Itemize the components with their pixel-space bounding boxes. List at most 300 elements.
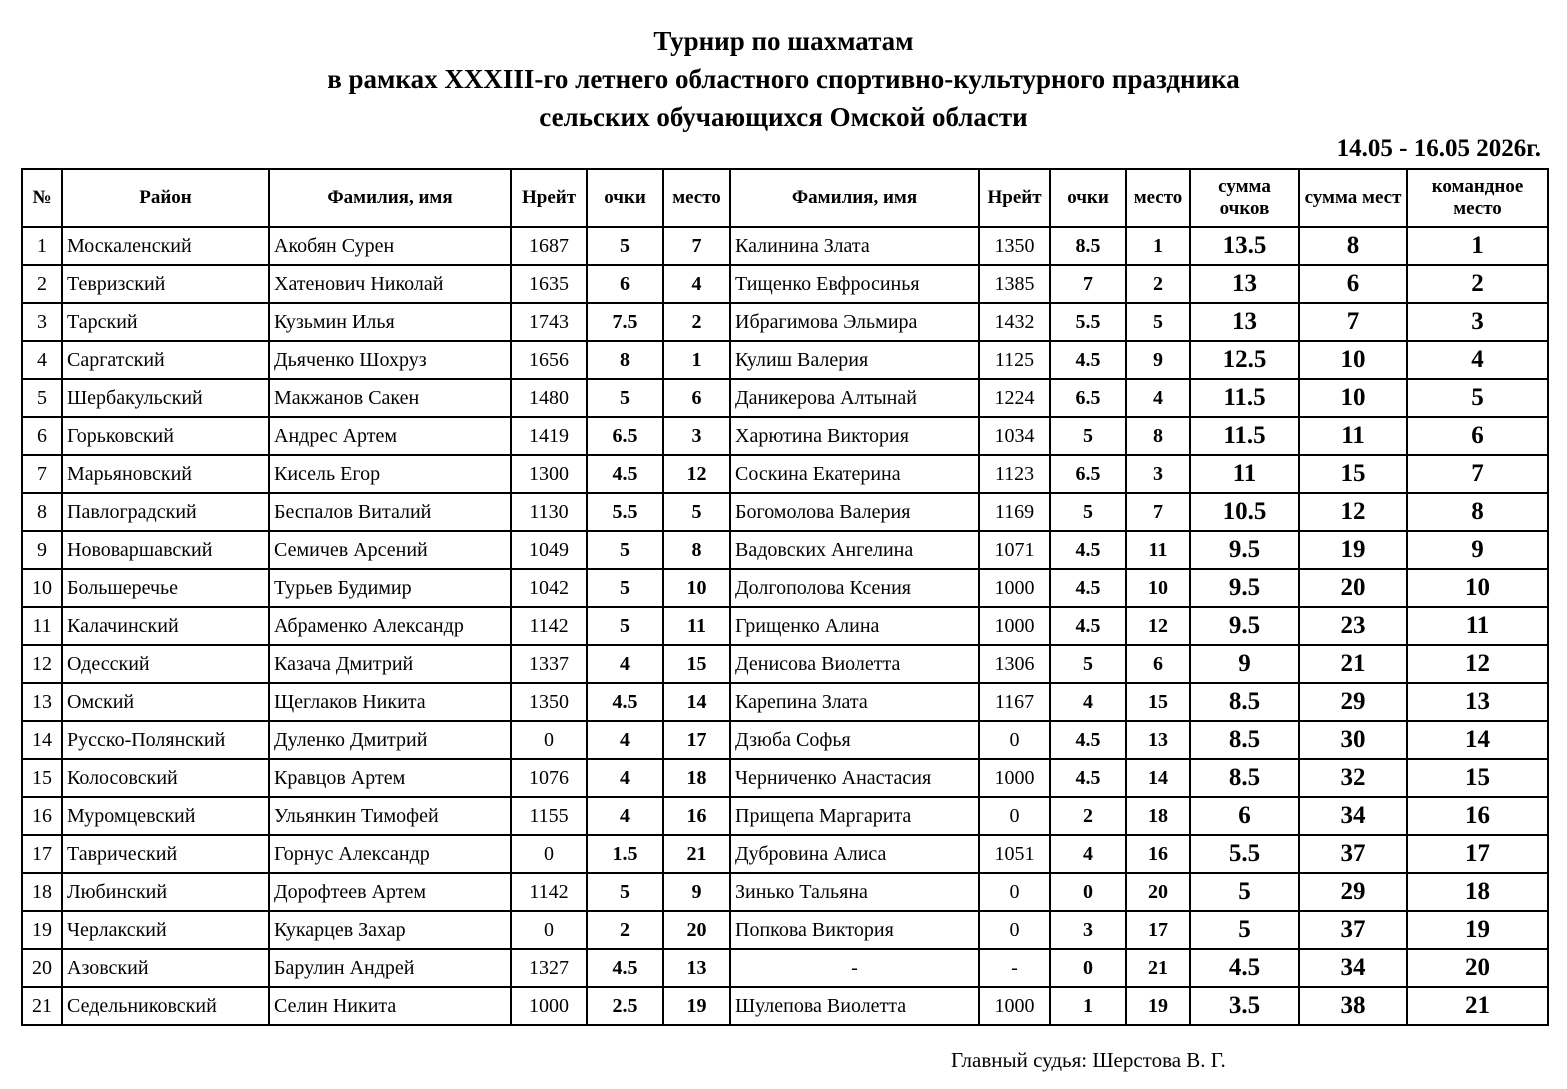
- cell-points-1: 6.5: [587, 417, 663, 455]
- cell-points-1: 5.5: [587, 493, 663, 531]
- tournament-dates: 14.05 - 16.05 2026г.: [1336, 135, 1541, 162]
- cell-rating-1: 1656: [511, 341, 587, 379]
- cell-name-1: Казача Дмитрий: [269, 645, 511, 683]
- table-row: [22, 873, 1548, 911]
- cell-place-2: 13: [1126, 721, 1190, 759]
- cell-sum-points: 4.5: [1190, 949, 1299, 987]
- cell-points-1: 5: [587, 227, 663, 265]
- cell-team-place: 2: [1407, 265, 1548, 303]
- cell-rating-1: 1300: [511, 455, 587, 493]
- cell-name-1: Дьяченко Шохруз: [269, 341, 511, 379]
- cell-team-place: 11: [1407, 607, 1548, 645]
- cell-district: Павлоградский: [62, 493, 269, 531]
- cell-place-1: 10: [663, 569, 730, 607]
- cell-sum-places: 19: [1299, 531, 1407, 569]
- cell-num: 17: [22, 835, 62, 873]
- cell-team-place: 7: [1407, 455, 1548, 493]
- cell-points-2: 0: [1050, 949, 1126, 987]
- header-team-place: командное место: [1407, 169, 1548, 227]
- cell-sum-points: 3.5: [1190, 987, 1299, 1025]
- cell-name-2: Грищенко Алина: [730, 607, 979, 645]
- cell-team-place: 5: [1407, 379, 1548, 417]
- cell-points-2: 1: [1050, 987, 1126, 1025]
- header-points-1: очки: [587, 169, 663, 227]
- cell-rating-1: 1480: [511, 379, 587, 417]
- cell-sum-points: 5: [1190, 873, 1299, 911]
- cell-rating-2: 1167: [979, 683, 1050, 721]
- table-row: [22, 569, 1548, 607]
- cell-points-2: 4: [1050, 835, 1126, 873]
- header-place-2: место: [1126, 169, 1190, 227]
- cell-rating-2: 1000: [979, 569, 1050, 607]
- table-row: [22, 265, 1548, 303]
- cell-place-1: 18: [663, 759, 730, 797]
- cell-name-1: Абраменко Александр: [269, 607, 511, 645]
- table-row: [22, 303, 1548, 341]
- cell-sum-points: 11.5: [1190, 379, 1299, 417]
- cell-sum-places: 8: [1299, 227, 1407, 265]
- cell-name-1: Селин Никита: [269, 987, 511, 1025]
- cell-place-2: 20: [1126, 873, 1190, 911]
- cell-points-1: 6: [587, 265, 663, 303]
- cell-place-1: 21: [663, 835, 730, 873]
- table-row: [22, 683, 1548, 721]
- cell-rating-2: 0: [979, 797, 1050, 835]
- cell-num: 3: [22, 303, 62, 341]
- cell-district: Марьяновский: [62, 455, 269, 493]
- cell-rating-1: 1419: [511, 417, 587, 455]
- cell-points-2: 7: [1050, 265, 1126, 303]
- cell-points-2: 5: [1050, 417, 1126, 455]
- cell-points-1: 5: [587, 531, 663, 569]
- cell-sum-points: 9.5: [1190, 569, 1299, 607]
- cell-name-2: Шулепова Виолетта: [730, 987, 979, 1025]
- cell-district: Горьковский: [62, 417, 269, 455]
- cell-rating-1: 1155: [511, 797, 587, 835]
- cell-points-2: 5.5: [1050, 303, 1126, 341]
- cell-district: Колосовский: [62, 759, 269, 797]
- cell-sum-places: 10: [1299, 379, 1407, 417]
- cell-num: 16: [22, 797, 62, 835]
- cell-place-1: 12: [663, 455, 730, 493]
- header-row: [22, 169, 1548, 227]
- cell-district: Русско-Полянский: [62, 721, 269, 759]
- cell-name-2: Зинько Тальяна: [730, 873, 979, 911]
- cell-rating-2: 1306: [979, 645, 1050, 683]
- cell-sum-places: 11: [1299, 417, 1407, 455]
- cell-place-2: 11: [1126, 531, 1190, 569]
- cell-num: 15: [22, 759, 62, 797]
- cell-district: Тевризский: [62, 265, 269, 303]
- cell-rating-1: 0: [511, 721, 587, 759]
- cell-place-2: 7: [1126, 493, 1190, 531]
- cell-rating-2: 0: [979, 911, 1050, 949]
- table-row: [22, 759, 1548, 797]
- cell-name-2: Даникерова Алтынай: [730, 379, 979, 417]
- cell-name-2: Попкова Виктория: [730, 911, 979, 949]
- cell-points-2: 4.5: [1050, 341, 1126, 379]
- cell-num: 21: [22, 987, 62, 1025]
- cell-place-1: 3: [663, 417, 730, 455]
- cell-place-1: 1: [663, 341, 730, 379]
- cell-points-2: 4.5: [1050, 759, 1126, 797]
- cell-sum-points: 13.5: [1190, 227, 1299, 265]
- cell-team-place: 1: [1407, 227, 1548, 265]
- header-sum-points: сумма очков: [1190, 169, 1299, 227]
- cell-sum-points: 9: [1190, 645, 1299, 683]
- cell-sum-places: 34: [1299, 949, 1407, 987]
- cell-place-1: 16: [663, 797, 730, 835]
- cell-rating-1: 1743: [511, 303, 587, 341]
- cell-rating-1: 1042: [511, 569, 587, 607]
- cell-name-1: Кукарцев Захар: [269, 911, 511, 949]
- cell-place-1: 6: [663, 379, 730, 417]
- cell-name-1: Дуленко Дмитрий: [269, 721, 511, 759]
- table-row: [22, 341, 1548, 379]
- title-line-3: сельских обучающихся Омской области: [539, 102, 1028, 132]
- table-row: [22, 987, 1548, 1025]
- cell-district: Москаленский: [62, 227, 269, 265]
- table-row: [22, 645, 1548, 683]
- cell-name-1: Макжанов Сакен: [269, 379, 511, 417]
- cell-rating-2: 1123: [979, 455, 1050, 493]
- cell-team-place: 20: [1407, 949, 1548, 987]
- cell-sum-places: 34: [1299, 797, 1407, 835]
- cell-points-1: 5: [587, 569, 663, 607]
- cell-place-2: 15: [1126, 683, 1190, 721]
- cell-place-1: 19: [663, 987, 730, 1025]
- cell-place-1: 5: [663, 493, 730, 531]
- cell-sum-points: 12.5: [1190, 341, 1299, 379]
- cell-name-1: Горнус Александр: [269, 835, 511, 873]
- cell-rating-1: 1350: [511, 683, 587, 721]
- cell-place-2: 14: [1126, 759, 1190, 797]
- cell-rating-2: 0: [979, 873, 1050, 911]
- cell-sum-points: 6: [1190, 797, 1299, 835]
- cell-district: Омский: [62, 683, 269, 721]
- cell-name-1: Щеглаков Никита: [269, 683, 511, 721]
- cell-points-2: 4: [1050, 683, 1126, 721]
- cell-sum-points: 9.5: [1190, 607, 1299, 645]
- cell-sum-points: 5.5: [1190, 835, 1299, 873]
- cell-rating-2: 1000: [979, 759, 1050, 797]
- cell-place-2: 6: [1126, 645, 1190, 683]
- cell-points-2: 8.5: [1050, 227, 1126, 265]
- cell-name-1: Турьев Будимир: [269, 569, 511, 607]
- cell-num: 4: [22, 341, 62, 379]
- cell-rating-2: 1224: [979, 379, 1050, 417]
- cell-rating-2: 1000: [979, 607, 1050, 645]
- table-row: [22, 227, 1548, 265]
- cell-district: Таврический: [62, 835, 269, 873]
- cell-points-1: 2.5: [587, 987, 663, 1025]
- header-name-1: Фамилия, имя: [269, 169, 511, 227]
- cell-name-2: Дзюба Софья: [730, 721, 979, 759]
- cell-sum-places: 7: [1299, 303, 1407, 341]
- cell-name-2: Долгополова Ксения: [730, 569, 979, 607]
- cell-place-1: 4: [663, 265, 730, 303]
- cell-name-2: Харютина Виктория: [730, 417, 979, 455]
- results-table: [21, 168, 1549, 1026]
- cell-place-2: 2: [1126, 265, 1190, 303]
- cell-sum-points: 8.5: [1190, 721, 1299, 759]
- cell-num: 10: [22, 569, 62, 607]
- cell-district: Саргатский: [62, 341, 269, 379]
- cell-name-1: Кисель Егор: [269, 455, 511, 493]
- cell-num: 11: [22, 607, 62, 645]
- cell-name-2: Черниченко Анастасия: [730, 759, 979, 797]
- cell-district: Любинский: [62, 873, 269, 911]
- cell-points-1: 1.5: [587, 835, 663, 873]
- cell-sum-points: 11: [1190, 455, 1299, 493]
- cell-place-1: 7: [663, 227, 730, 265]
- cell-num: 14: [22, 721, 62, 759]
- cell-rating-2: -: [979, 949, 1050, 987]
- cell-place-1: 9: [663, 873, 730, 911]
- cell-team-place: 21: [1407, 987, 1548, 1025]
- cell-place-1: 13: [663, 949, 730, 987]
- cell-name-2: Богомолова Валерия: [730, 493, 979, 531]
- cell-rating-2: 1350: [979, 227, 1050, 265]
- cell-rating-2: 1385: [979, 265, 1050, 303]
- cell-district: Нововаршавский: [62, 531, 269, 569]
- cell-name-1: Кравцов Артем: [269, 759, 511, 797]
- cell-points-2: 4.5: [1050, 569, 1126, 607]
- cell-place-2: 8: [1126, 417, 1190, 455]
- header-district: Район: [62, 169, 269, 227]
- cell-name-2: Дубровина Алиса: [730, 835, 979, 873]
- cell-name-1: Семичев Арсений: [269, 531, 511, 569]
- cell-sum-places: 15: [1299, 455, 1407, 493]
- cell-team-place: 17: [1407, 835, 1548, 873]
- cell-place-2: 12: [1126, 607, 1190, 645]
- cell-team-place: 3: [1407, 303, 1548, 341]
- cell-points-1: 5: [587, 873, 663, 911]
- table-row: [22, 455, 1548, 493]
- cell-sum-places: 32: [1299, 759, 1407, 797]
- cell-rating-1: 1076: [511, 759, 587, 797]
- cell-sum-points: 9.5: [1190, 531, 1299, 569]
- cell-place-1: 17: [663, 721, 730, 759]
- cell-num: 1: [22, 227, 62, 265]
- cell-points-1: 4.5: [587, 455, 663, 493]
- cell-district: Одесский: [62, 645, 269, 683]
- cell-place-2: 17: [1126, 911, 1190, 949]
- cell-points-2: 5: [1050, 645, 1126, 683]
- cell-rating-2: 1432: [979, 303, 1050, 341]
- cell-rating-1: 1000: [511, 987, 587, 1025]
- cell-rating-1: 0: [511, 835, 587, 873]
- cell-place-2: 3: [1126, 455, 1190, 493]
- cell-points-2: 0: [1050, 873, 1126, 911]
- cell-points-1: 2: [587, 911, 663, 949]
- cell-points-2: 4.5: [1050, 721, 1126, 759]
- header-place-1: место: [663, 169, 730, 227]
- table-row: [22, 911, 1548, 949]
- cell-team-place: 13: [1407, 683, 1548, 721]
- cell-num: 19: [22, 911, 62, 949]
- cell-team-place: 12: [1407, 645, 1548, 683]
- cell-points-1: 4: [587, 721, 663, 759]
- cell-name-1: Барулин Андрей: [269, 949, 511, 987]
- cell-name-2: -: [730, 949, 979, 987]
- cell-sum-points: 10.5: [1190, 493, 1299, 531]
- cell-team-place: 14: [1407, 721, 1548, 759]
- cell-name-2: Прищепа Маргарита: [730, 797, 979, 835]
- cell-name-2: Денисова Виолетта: [730, 645, 979, 683]
- cell-place-2: 19: [1126, 987, 1190, 1025]
- cell-points-1: 7.5: [587, 303, 663, 341]
- table-row: [22, 417, 1548, 455]
- cell-sum-points: 13: [1190, 303, 1299, 341]
- cell-sum-points: 8.5: [1190, 759, 1299, 797]
- cell-num: 13: [22, 683, 62, 721]
- cell-place-1: 14: [663, 683, 730, 721]
- cell-place-2: 10: [1126, 569, 1190, 607]
- cell-district: Муромцевский: [62, 797, 269, 835]
- cell-place-2: 1: [1126, 227, 1190, 265]
- table-row: [22, 721, 1548, 759]
- cell-sum-places: 10: [1299, 341, 1407, 379]
- cell-name-1: Андрес Артем: [269, 417, 511, 455]
- header-rating-2: Нрейт: [979, 169, 1050, 227]
- cell-points-2: 6.5: [1050, 455, 1126, 493]
- cell-district: Азовский: [62, 949, 269, 987]
- cell-sum-places: 6: [1299, 265, 1407, 303]
- cell-place-2: 16: [1126, 835, 1190, 873]
- title-line-1: Турнир по шахматам: [653, 26, 914, 56]
- cell-rating-2: 1125: [979, 341, 1050, 379]
- table-row: [22, 835, 1548, 873]
- cell-rating-1: 1327: [511, 949, 587, 987]
- cell-num: 5: [22, 379, 62, 417]
- cell-points-1: 4.5: [587, 949, 663, 987]
- cell-district: Шербакульский: [62, 379, 269, 417]
- cell-rating-2: 1071: [979, 531, 1050, 569]
- cell-sum-points: 5: [1190, 911, 1299, 949]
- cell-num: 9: [22, 531, 62, 569]
- cell-team-place: 6: [1407, 417, 1548, 455]
- cell-team-place: 10: [1407, 569, 1548, 607]
- cell-points-1: 8: [587, 341, 663, 379]
- header-rating-1: Нрейт: [511, 169, 587, 227]
- cell-name-2: Соскина Екатерина: [730, 455, 979, 493]
- cell-district: Тарский: [62, 303, 269, 341]
- cell-sum-places: 37: [1299, 911, 1407, 949]
- cell-team-place: 4: [1407, 341, 1548, 379]
- cell-sum-places: 37: [1299, 835, 1407, 873]
- cell-team-place: 19: [1407, 911, 1548, 949]
- cell-place-2: 4: [1126, 379, 1190, 417]
- cell-district: Калачинский: [62, 607, 269, 645]
- cell-rating-1: 0: [511, 911, 587, 949]
- cell-name-1: Акобян Сурен: [269, 227, 511, 265]
- cell-points-2: 4.5: [1050, 607, 1126, 645]
- header-num: №: [22, 169, 62, 227]
- table-row: [22, 493, 1548, 531]
- cell-place-1: 20: [663, 911, 730, 949]
- cell-points-2: 3: [1050, 911, 1126, 949]
- cell-name-2: Ибрагимова Эльмира: [730, 303, 979, 341]
- cell-rating-2: 1000: [979, 987, 1050, 1025]
- cell-name-1: Ульянкин Тимофей: [269, 797, 511, 835]
- cell-rating-1: 1635: [511, 265, 587, 303]
- cell-district: Большеречье: [62, 569, 269, 607]
- cell-name-2: Калинина Злата: [730, 227, 979, 265]
- cell-points-2: 6.5: [1050, 379, 1126, 417]
- cell-points-2: 4.5: [1050, 531, 1126, 569]
- cell-place-2: 9: [1126, 341, 1190, 379]
- cell-sum-points: 8.5: [1190, 683, 1299, 721]
- cell-sum-places: 29: [1299, 683, 1407, 721]
- cell-points-2: 5: [1050, 493, 1126, 531]
- cell-sum-places: 38: [1299, 987, 1407, 1025]
- title-line-2: в рамках XXXIII-го летнего областного спортивно-культурного праздника: [327, 64, 1240, 94]
- cell-rating-1: 1142: [511, 873, 587, 911]
- cell-sum-places: 21: [1299, 645, 1407, 683]
- cell-points-1: 4.5: [587, 683, 663, 721]
- cell-team-place: 16: [1407, 797, 1548, 835]
- cell-points-2: 2: [1050, 797, 1126, 835]
- cell-sum-places: 12: [1299, 493, 1407, 531]
- cell-rating-2: 0: [979, 721, 1050, 759]
- cell-num: 20: [22, 949, 62, 987]
- cell-num: 12: [22, 645, 62, 683]
- cell-sum-places: 29: [1299, 873, 1407, 911]
- table-row: [22, 797, 1548, 835]
- cell-sum-places: 30: [1299, 721, 1407, 759]
- cell-points-1: 4: [587, 645, 663, 683]
- cell-points-1: 5: [587, 379, 663, 417]
- cell-sum-points: 13: [1190, 265, 1299, 303]
- document-title: [0, 22, 1567, 136]
- cell-sum-places: 20: [1299, 569, 1407, 607]
- cell-sum-points: 11.5: [1190, 417, 1299, 455]
- chief-judge: Главный судья: Шерстова В. Г.: [951, 1048, 1226, 1072]
- header-sum-places: сумма мест: [1299, 169, 1407, 227]
- cell-name-1: Дорофтеев Артем: [269, 873, 511, 911]
- cell-place-1: 15: [663, 645, 730, 683]
- cell-rating-1: 1687: [511, 227, 587, 265]
- cell-num: 7: [22, 455, 62, 493]
- cell-num: 6: [22, 417, 62, 455]
- cell-num: 18: [22, 873, 62, 911]
- header-points-2: очки: [1050, 169, 1126, 227]
- results-body: [22, 227, 1548, 1025]
- cell-team-place: 9: [1407, 531, 1548, 569]
- cell-rating-2: 1051: [979, 835, 1050, 873]
- cell-place-2: 5: [1126, 303, 1190, 341]
- cell-rating-1: 1337: [511, 645, 587, 683]
- table-row: [22, 949, 1548, 987]
- cell-points-1: 5: [587, 607, 663, 645]
- cell-rating-1: 1142: [511, 607, 587, 645]
- cell-team-place: 8: [1407, 493, 1548, 531]
- cell-place-2: 21: [1126, 949, 1190, 987]
- cell-rating-2: 1034: [979, 417, 1050, 455]
- cell-team-place: 18: [1407, 873, 1548, 911]
- cell-name-2: Кулиш Валерия: [730, 341, 979, 379]
- cell-name-2: Карепина Злата: [730, 683, 979, 721]
- cell-place-1: 2: [663, 303, 730, 341]
- cell-name-1: Хатенович Николай: [269, 265, 511, 303]
- cell-district: Седельниковский: [62, 987, 269, 1025]
- cell-place-2: 18: [1126, 797, 1190, 835]
- table-row: [22, 607, 1548, 645]
- table-row: [22, 531, 1548, 569]
- cell-name-2: Тищенко Евфросинья: [730, 265, 979, 303]
- cell-place-1: 8: [663, 531, 730, 569]
